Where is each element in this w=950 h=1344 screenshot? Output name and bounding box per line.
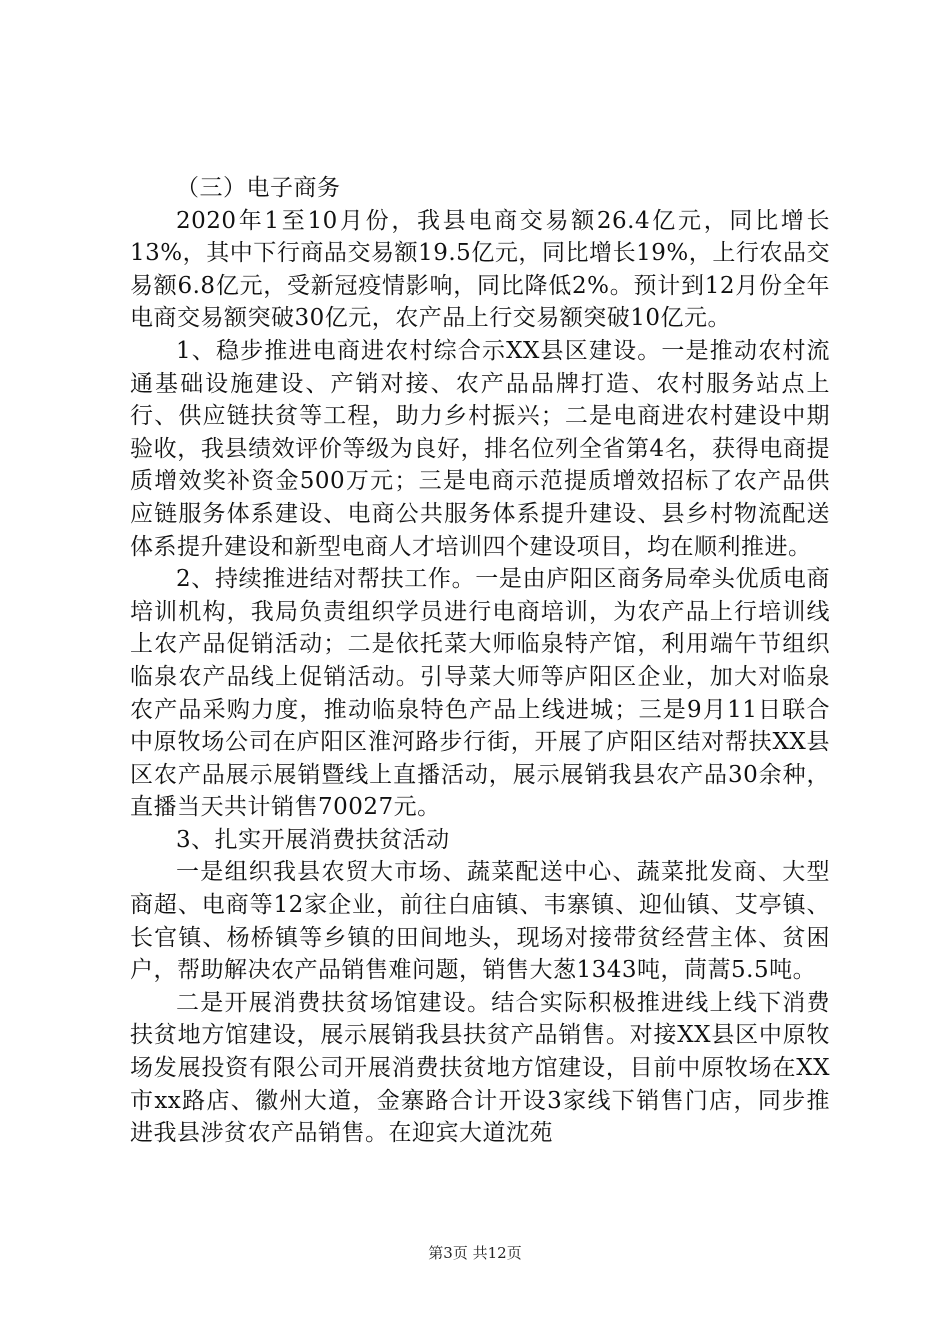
paragraph-item-3-part-1: 一是组织我县农贸大市场、蔬菜配送中心、蔬菜批发商、大型商超、电商等12家企业，前往白庙镇、韦寨镇、迎仙镇、艾亭镇、长官镇、杨桥镇等乡镇的田间地头，现场对接带贫经营主体、贫困户，帮助解决农产品销售难问题，销售大葱1343吨，茼蒿5.5吨。 — [130, 859, 830, 984]
paragraph-item-1: 1、稳步推进电商进农村综合示XX县区建设。一是推动农村流通基础设施建设、产销对接、农产品品牌打造、农村服务站点上行、供应链扶贫等工程，助力乡村振兴；二是电商进农村建设中期验收，我县绩效评价等级为良好，排名位列全省第4名，获得电商提质增效奖补资金500万元；三是电商示范提质增效招标了农产品供应链服务体系建设、电商公共服务体系提升建设、县乡村物流配送体系提升建设和新型电商人才培训四个建设项目，均在顺利推进。 — [130, 337, 830, 560]
paragraph-item-3-heading: 3、扎实开展消费扶贫活动 — [176, 826, 450, 853]
paragraph-summary: 2020年1至10月份，我县电商交易额26.4亿元，同比增长13%，其中下行商品交易额19.5亿元，同比增长19%，上行农品交易额6.8亿元，受新冠疫情影响，同比降低2%。预计到12月份全年电商交易额突破30亿元，农产品上行交易额突破10亿元。 — [130, 207, 830, 332]
section-heading: （三）电子商务 — [176, 175, 341, 201]
document-body — [130, 172, 830, 1150]
page-footer: 第3页 共12页 — [428, 1244, 522, 1262]
paragraph-item-3-part-2: 二是开展消费扶贫场馆建设。结合实际积极推进线上线下消费扶贫地方馆建设，展示展销我县扶贫产品销售。对接XX县区中原牧场发展投资有限公司开展消费扶贫地方馆建设，目前中原牧场在XX市xx路店、徽州大道，金寨路合计开设3家线下销售门店，同步推进我县涉贫农产品销售。在迎宾大道沈苑 — [130, 989, 830, 1147]
paragraph-item-2: 2、持续推进结对帮扶工作。一是由庐阳区商务局牵头优质电商培训机构，我局负责组织学员进行电商培训，为农产品上行培训线上农产品促销活动；二是依托菜大师临泉特产馆，利用端午节组织临泉农产品线上促销活动。引导菜大师等庐阳区企业，加大对临泉农产品采购力度，推动临泉特色产品上线进城；三是9月11日联合中原牧场公司在庐阳区淮河路步行街，开展了庐阳区结对帮扶XX县区农产品展示展销暨线上直播活动，展示展销我县农产品30余种，直播当天共计销售70027元。 — [130, 566, 830, 821]
